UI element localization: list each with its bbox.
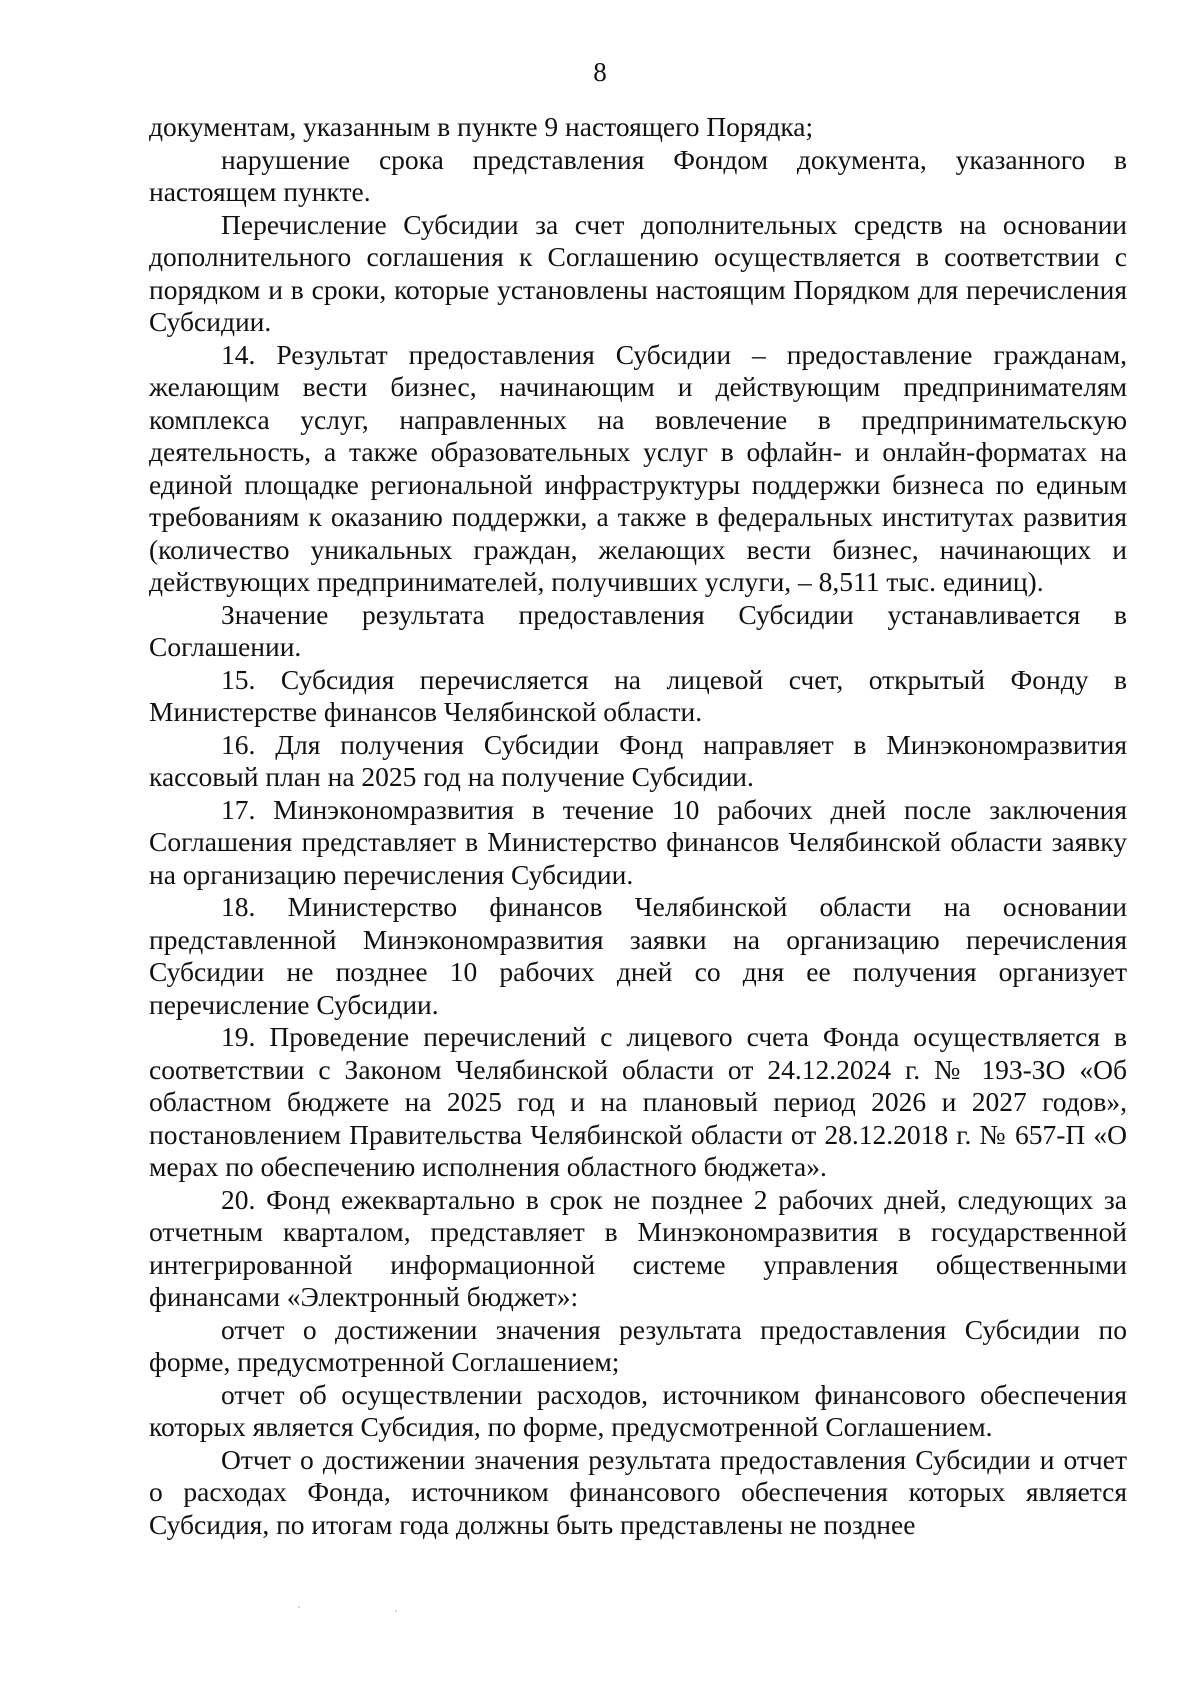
paragraph-result-value: Значение результата предоставления Субсидии устанавливается в Соглашении. <box>149 598 1127 662</box>
paragraph-report-result: отчет о достижении значения результата предоставления Субсидии по форме, предусмотренной Соглашением; <box>149 1313 1127 1377</box>
paragraph-report-expenses: отчет об осуществлении расходов, источником финансового обеспечения которых является Субсидия, по форме, предусмотренной Соглашением. <box>149 1378 1127 1442</box>
scan-artifact <box>395 1610 397 1612</box>
paragraph-violation-deadline: нарушение срока представления Фондом документа, указанного в настоящем пункте. <box>149 143 1127 207</box>
scan-artifact <box>298 1606 300 1608</box>
paragraph-additional-funds: Перечисление Субсидии за счет дополнительных средств на основании дополнительного соглашения к Соглашению осуществляется в соответствии с порядком и в сроки, которые установлены настоящим Порядком для перечисления Субсидии. <box>149 208 1127 337</box>
paragraph-16-cash-plan: 16. Для получения Субсидии Фонд направляет в Минэкономразвития кассовый план на 2025 год на получение Субсидии. <box>149 728 1127 792</box>
paragraph-15-account: 15. Субсидия перечисляется на лицевой счет, открытый Фонду в Министерстве финансов Челябинской области. <box>149 663 1127 727</box>
page-number: 8 <box>593 57 607 87</box>
document-body <box>149 111 1127 1541</box>
paragraph-19-transfers: 19. Проведение перечислений с лицевого счета Фонда осуществляется в соответствии с Законом Челябинской области от 24.12.2024 г. № 193-ЗО «Об областном бюджете на 2025 год и на плановый период 2026 и 2027 годов», постановлением Правительства Челябинской области от 28.12.2018 г. № 657-П «О мерах по обеспечению исполнения областного бюджета». <box>149 1021 1127 1182</box>
paragraph-20-quarterly-reports: 20. Фонд ежеквартально в срок не позднее 2 рабочих дней, следующих за отчетным кварталом, представляет в Минэкономразвития в государственной интегрированной информационной системе управления общественными финансами «Электронный бюджет»: <box>149 1183 1127 1312</box>
paragraph-14-subsidy-result: 14. Результат предоставления Субсидии – предоставление гражданам, желающим вести бизнес, начинающим и действующим предпринимателям комплекса услуг, направленных на вовлечение в предпринимательскую деятельность, а также образовательных услуг в офлайн- и онлайн-форматах на единой площадке региональной инфраструктуры поддержки бизнеса по единым требованиям к оказанию поддержки, а также в федеральных институтах развития (количество уникальных граждан, желающих вести бизнес, начинающих и действующих предпринимателей, получивших услуги, – 8,511 тыс. единиц). <box>149 338 1127 597</box>
paragraph-continuation: документам, указанным в пункте 9 настоящего Порядка; <box>149 111 814 142</box>
paragraph-17-application: 17. Минэкономразвития в течение 10 рабочих дней после заключения Соглашения представляет в Министерство финансов Челябинской области заявку на организацию перечисления Субсидии. <box>149 793 1127 890</box>
paragraph-18-ministry-finance: 18. Министерство финансов Челябинской области на основании представленной Минэкономразвития заявки на организацию перечисления Субсидии не позднее 10 рабочих дней со дня ее получения организует перечисление Субсидии. <box>149 891 1127 1020</box>
paragraph-annual-reports: Отчет о достижении значения результата предоставления Субсидии и отчет о расходах Фонда, источником финансового обеспечения которых является Субсидия, по итогам года должны быть представлены не позднее <box>149 1443 1127 1540</box>
